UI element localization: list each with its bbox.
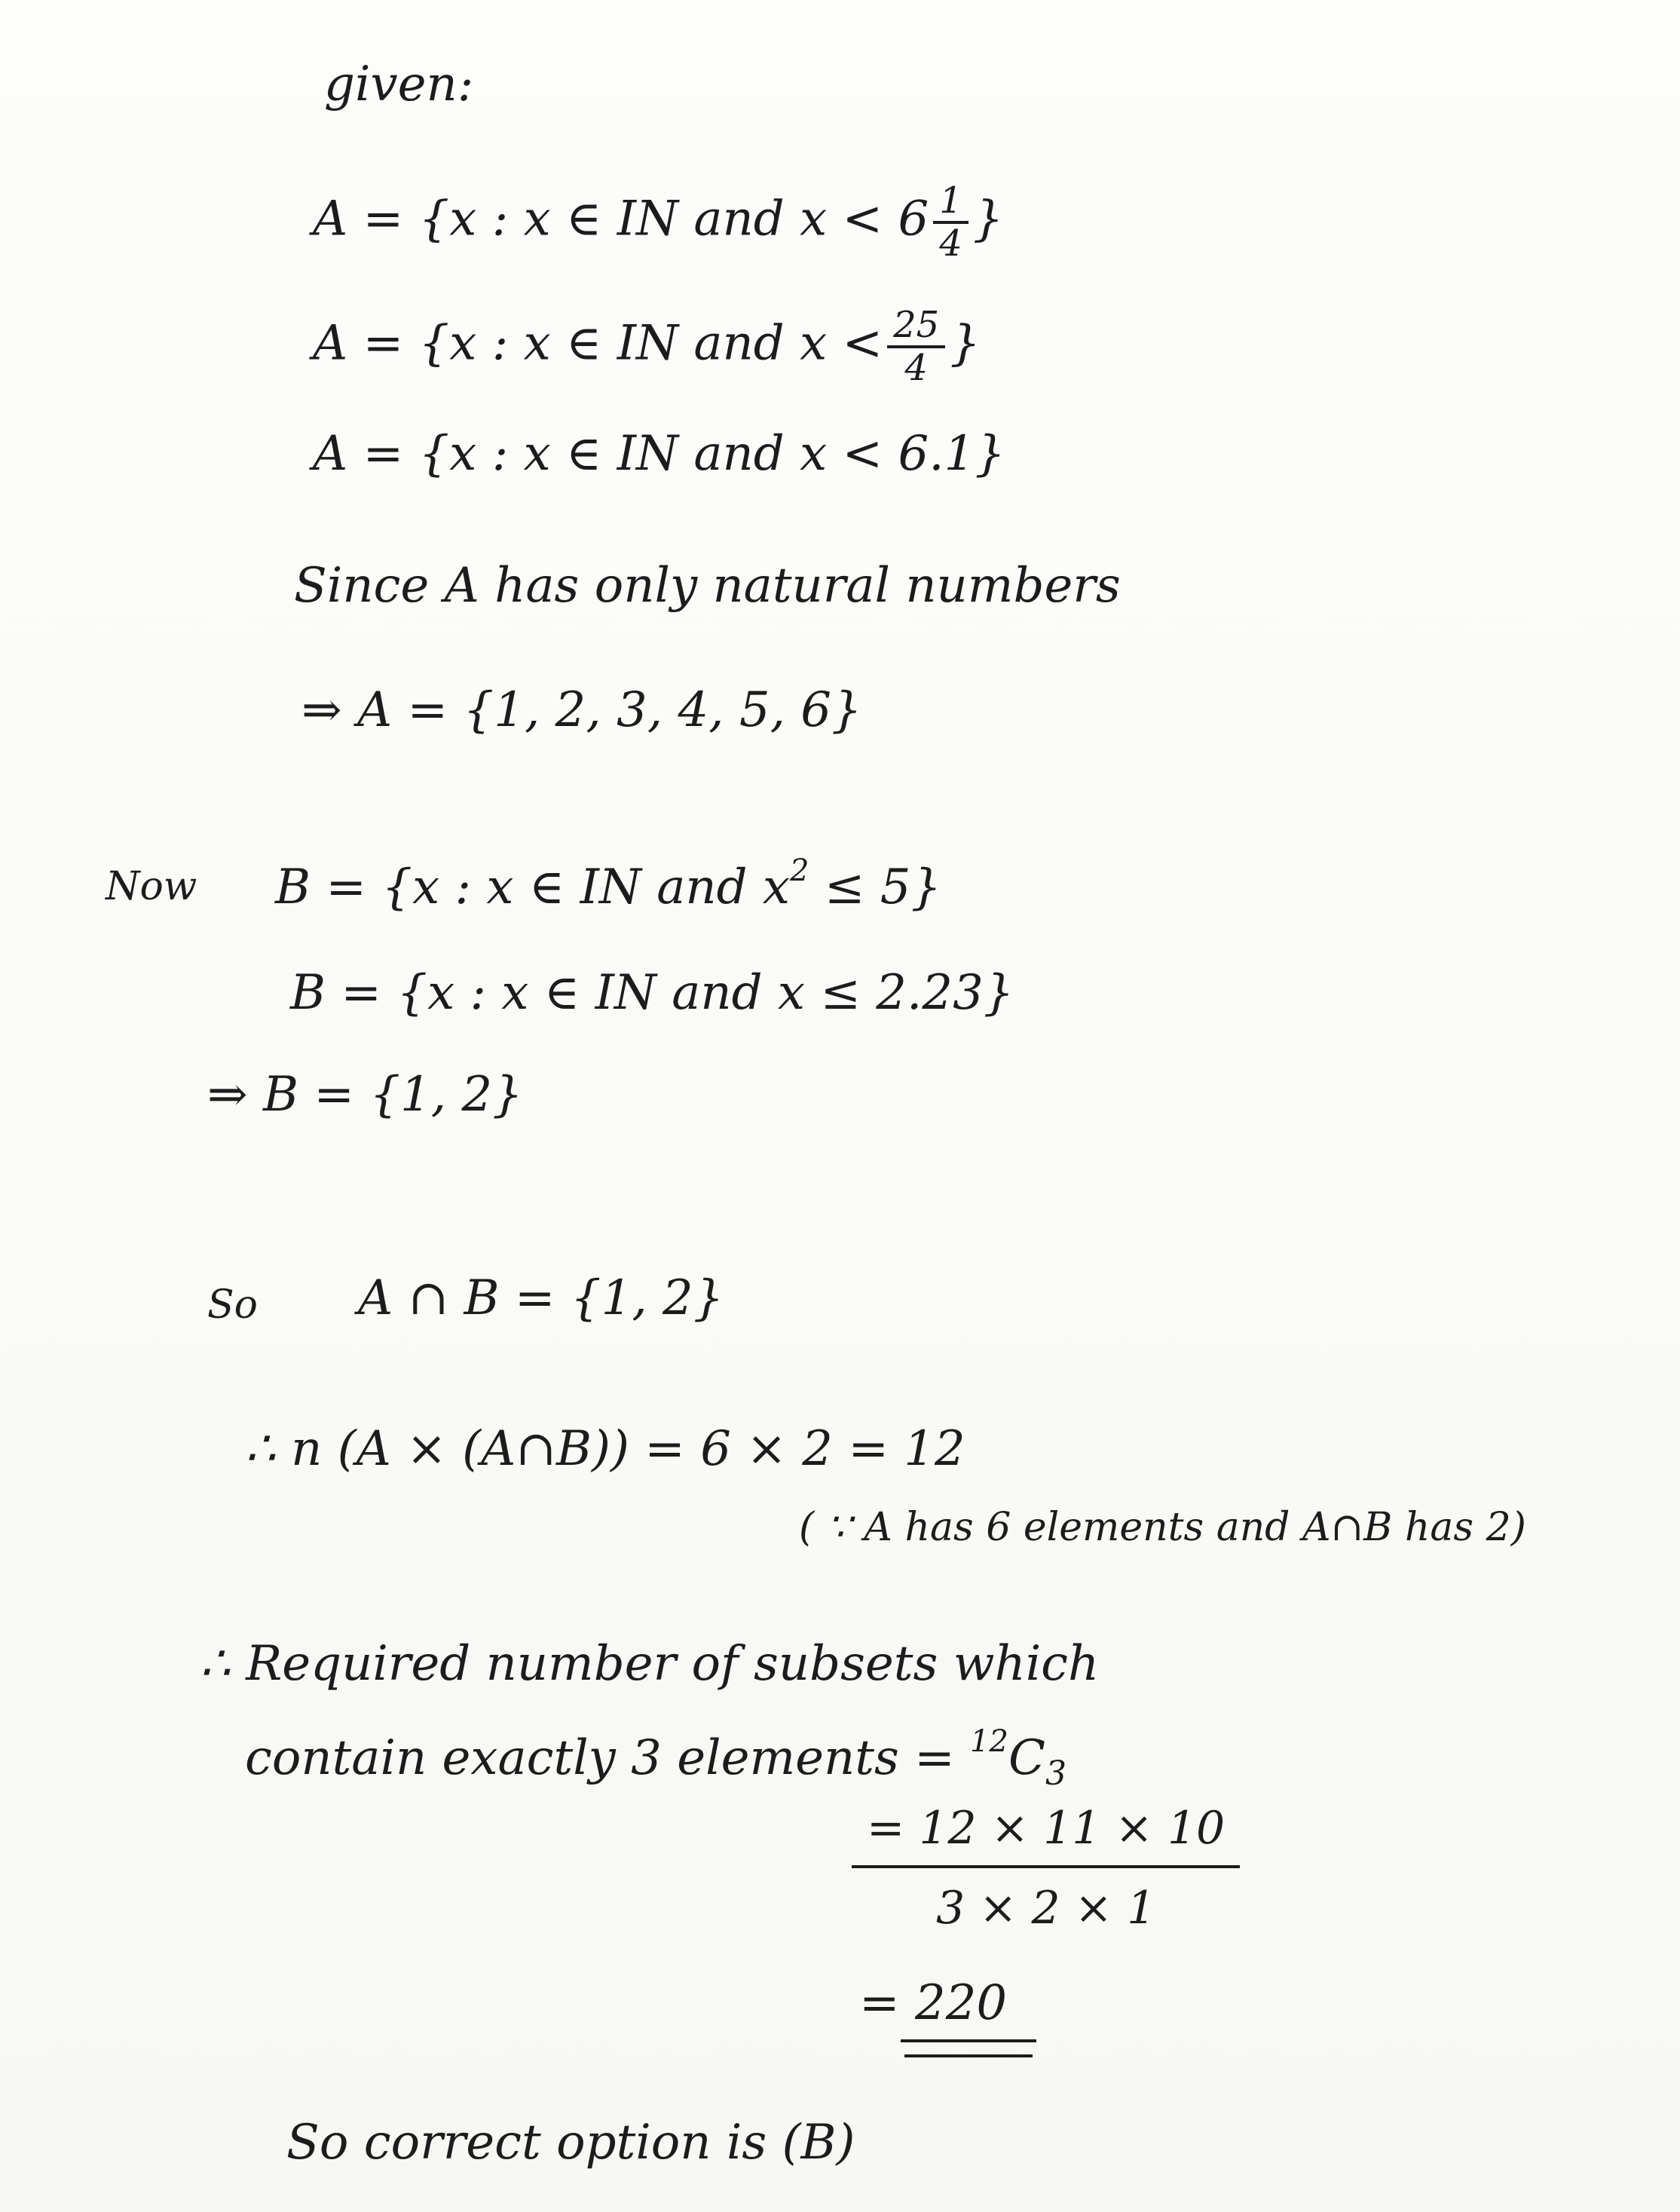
final-answer: So correct option is (B) [286,2115,855,2171]
calculation-denominator: 3 × 2 × 1 [935,1882,1156,1935]
set-b-definition-2: B = {x : x ∈ IN and x ≤ 2.23} [290,965,1014,1021]
set-a-definition-1: A = {x : x ∈ IN and x < 6 $\frac{1}{4}$ } [313,179,1004,265]
so-label: So [207,1282,258,1328]
intersection-line: A ∩ B = {1, 2} [358,1270,724,1326]
combination-calculation [852,1802,1240,1935]
combination-symbol: $^{12}C_3$ [970,1724,1066,1793]
calculation-numerator: = 12 × 11 × 10 [852,1802,1240,1868]
fraction-one-quarter: $\frac{1}{4}$ [933,181,969,264]
set-a-result: ⇒ A = {1, 2, 3, 4, 5, 6} [301,682,862,738]
result-underline-1 [901,2039,1036,2042]
set-b-definition-1: B = {x : x ∈ IN and $x^2 \le 5$} [275,853,942,915]
final-value: = 220 [859,1975,1008,2031]
set-a-definition-3: A = {x : x ∈ IN and x < 6.1} [313,426,1005,482]
cardinality-line: ∴ n (A × (A∩B)) = 6 × 2 = 12 [245,1421,965,1477]
squared-exponent: 2 [789,853,809,888]
result-underline-2 [904,2054,1033,2057]
set-a-definition-2-text: A = {x : x ∈ IN and x < [313,315,883,372]
required-number-line-1: ∴ Required number of subsets which [200,1636,1100,1692]
fraction-25-over-4: $\frac{25}{4}$ [887,305,945,388]
set-b-result: ⇒ B = {1, 2} [207,1067,523,1123]
reason-note: ( ∵ A has 6 elements and A∩B has 2) [799,1505,1526,1550]
now-label: Now [106,864,197,909]
given-label: given: [324,57,474,112]
set-a-definition-1-text: A = {x : x ∈ IN and x < 6 [313,191,929,247]
since-statement: Since A has only natural numbers [294,558,1121,614]
set-a-definition-2: A = {x : x ∈ IN and x < $\frac{25}{4}$ } [313,304,981,389]
required-number-line-2: contain exactly 3 elements = $^{12}C_3$ [245,1724,1066,1793]
